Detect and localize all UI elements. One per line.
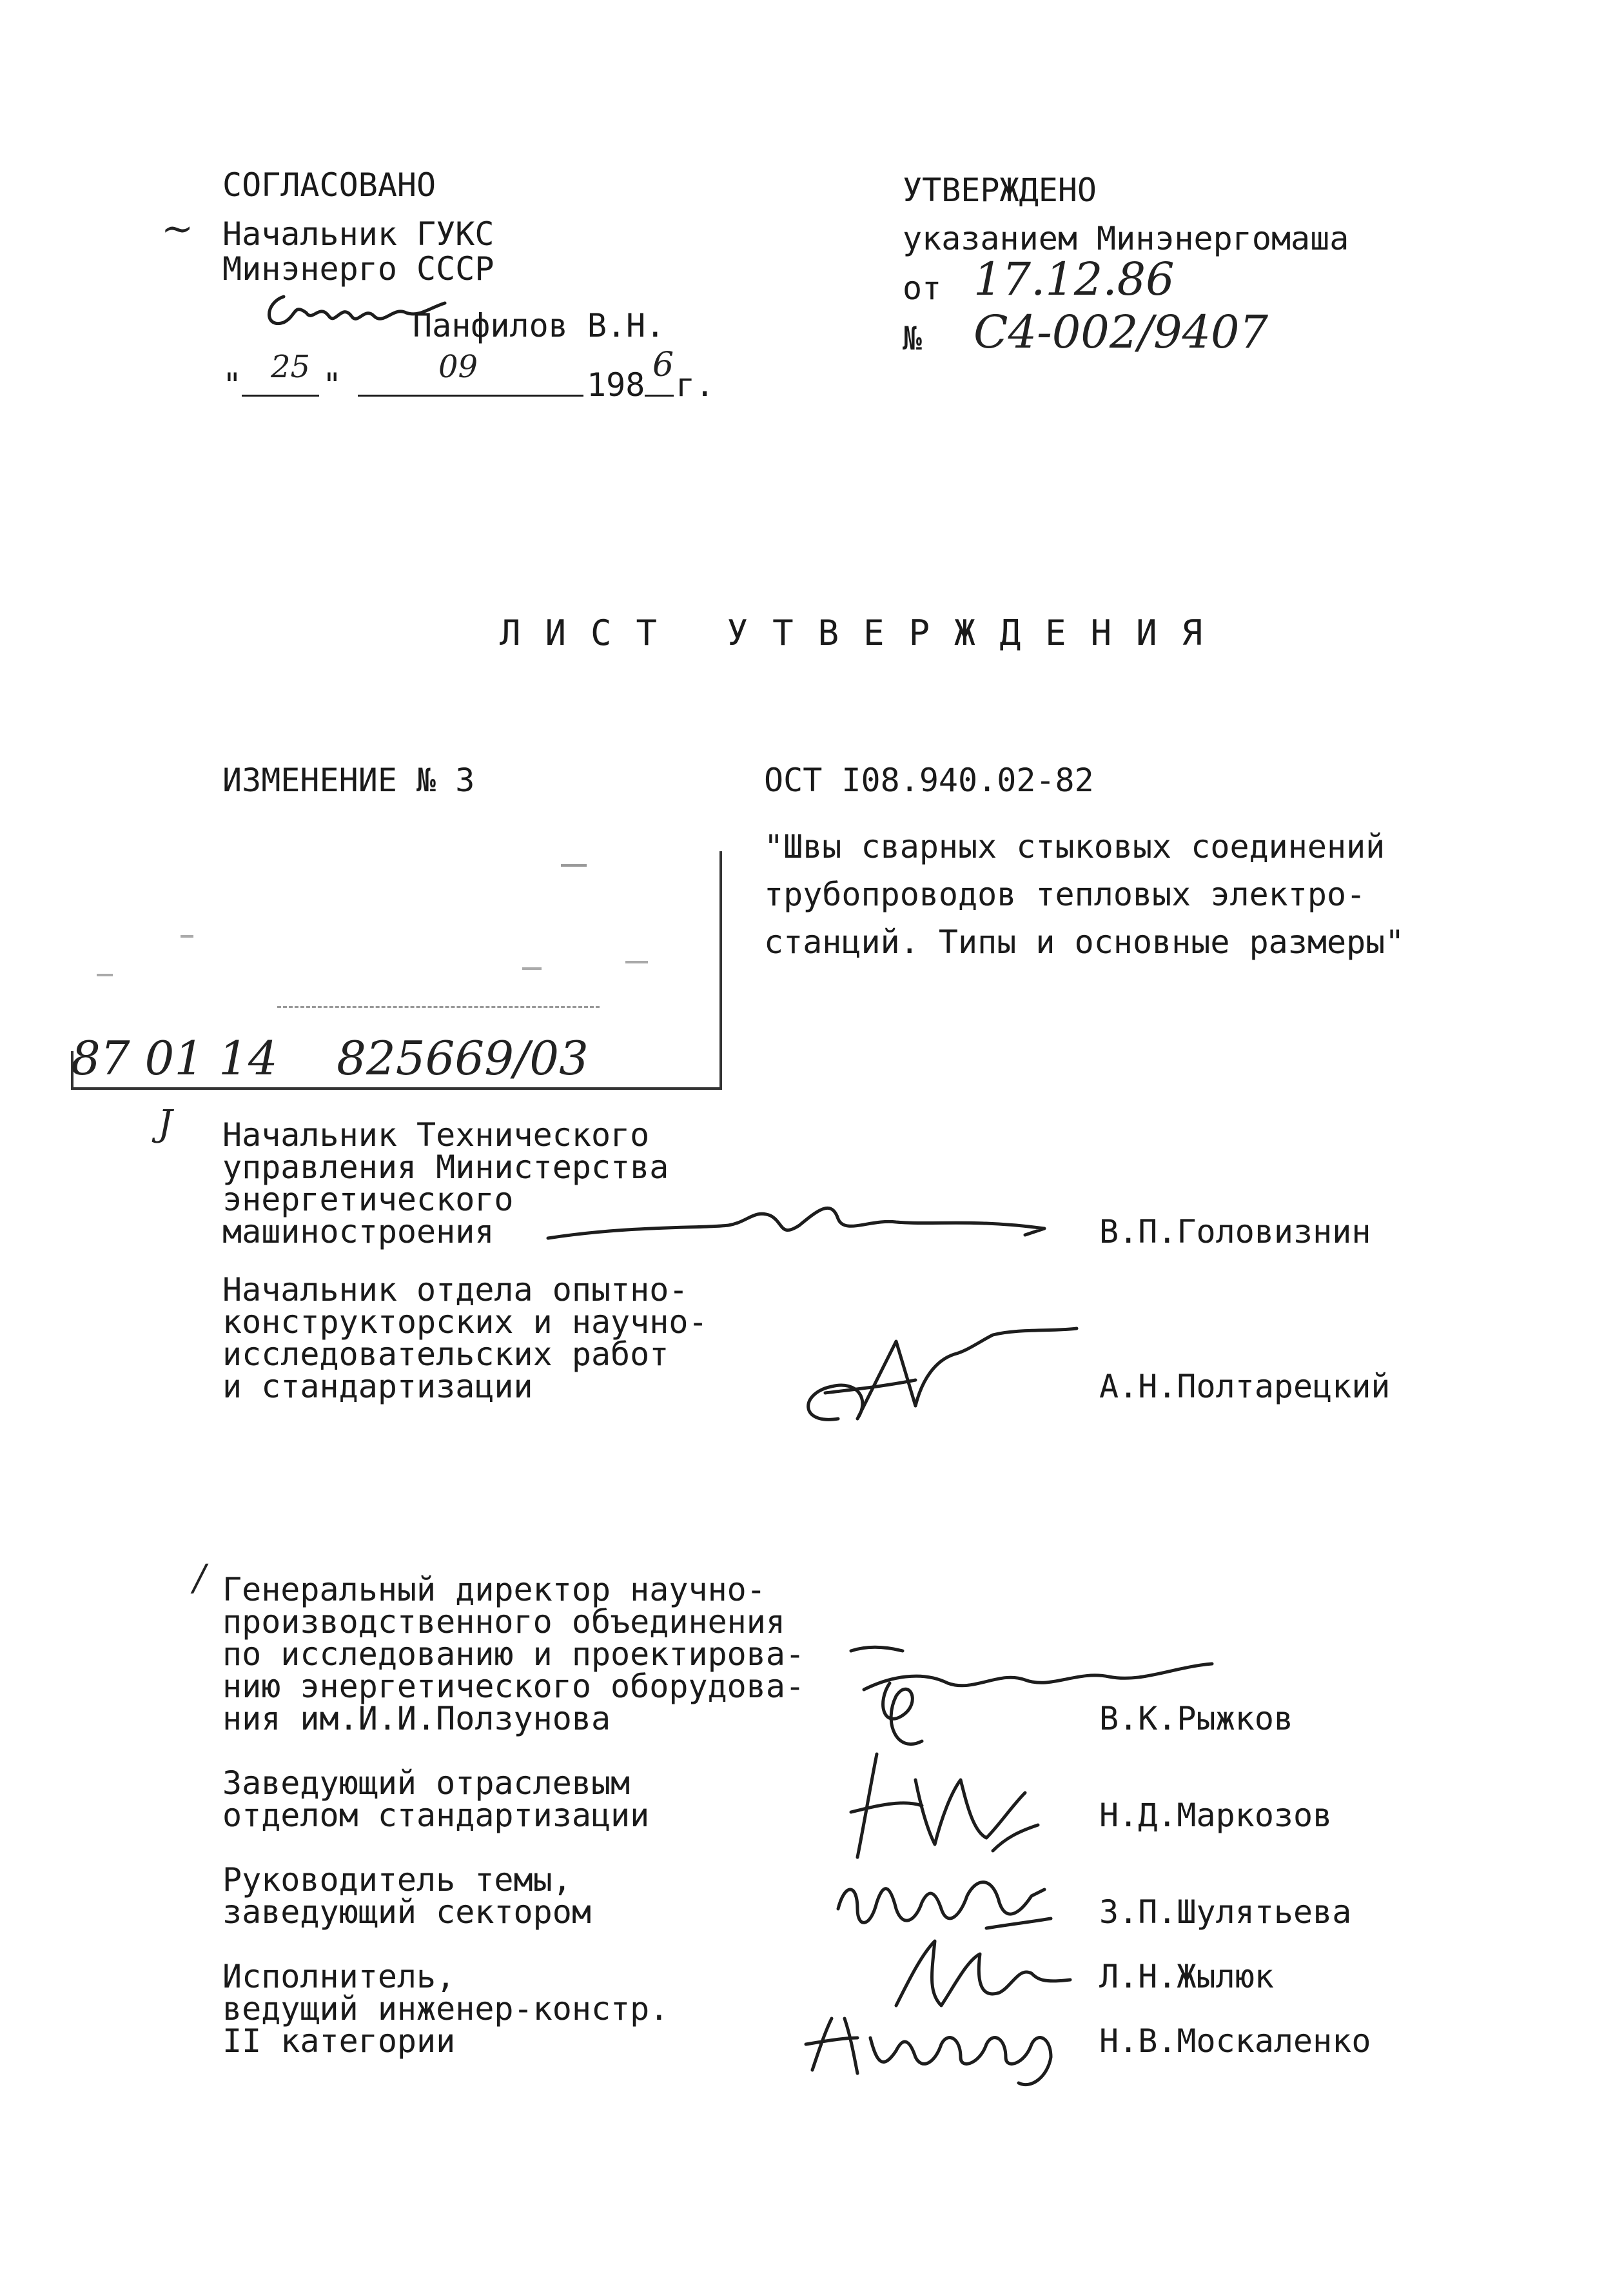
- signatory5-position-line2: заведующий сектором: [222, 1893, 591, 1931]
- agreed-position-line2: Минэнерго СССР: [222, 250, 494, 288]
- change-label: ИЗМЕНЕНИЕ № 3: [222, 762, 475, 799]
- agreed-header: СОГЛАСОВАНО: [222, 166, 436, 204]
- signatory1-position-line4: машиностроения: [222, 1213, 494, 1250]
- signature-goloviznin: [535, 1187, 1064, 1264]
- signatory6-name: Л.Н.Жылюк: [1099, 1958, 1274, 1995]
- agreed-date-year-suffix: г.: [676, 366, 715, 404]
- signatory3-position-line3: по исследованию и проектирова-: [222, 1635, 805, 1673]
- signatory5-name: З.П.Шулятьева: [1099, 1893, 1352, 1931]
- registration-stamp: [71, 838, 722, 1096]
- signatory3-position-line4: нию энергетического оборудова-: [222, 1668, 805, 1705]
- agreed-date-year-prefix: 198: [587, 366, 645, 404]
- agreed-date-month: 09: [438, 349, 478, 385]
- standard-title-line3: станций. Типы и основные размеры": [764, 923, 1405, 961]
- signatory3-position-line1: Генеральный директор научно-: [222, 1571, 766, 1608]
- signature-markozov: [838, 1741, 1044, 1870]
- agreed-name: Панфилов В.Н.: [413, 307, 665, 344]
- standard-title-line2: трубопроводов тепловых электро-: [764, 876, 1366, 913]
- signatory1-position-line2: управления Министерства: [222, 1149, 669, 1186]
- signatory4-position-line2: отделом стандартизации: [222, 1797, 650, 1834]
- signatory2-name: А.Н.Полтарецкий: [1099, 1368, 1391, 1405]
- agreed-position-line1: Начальник ГУКС: [222, 215, 494, 253]
- signatory2-position-line1: Начальник отдела опытно-: [222, 1271, 689, 1308]
- signatory5-position-line1: Руководитель темы,: [222, 1861, 572, 1899]
- signatory6-position-line3: II категории: [222, 2022, 456, 2060]
- signatory2-position-line4: и стандартизации: [222, 1368, 533, 1405]
- agreed-date-quote-open: ": [222, 366, 242, 404]
- signatory6-position-line1: Исполнитель,: [222, 1958, 456, 1995]
- approved-header: УТВЕРЖДЕНО: [903, 172, 1097, 209]
- sheet-title: ЛИСТ УТВЕРЖДЕНИЯ: [500, 613, 1228, 653]
- signatory3-name: В.К.Рыжков: [1099, 1700, 1294, 1737]
- approved-line1: указанием Минэнергомаша: [903, 220, 1349, 257]
- agreed-date-quote-close: ": [322, 366, 342, 404]
- signatory3-position-line5: ния им.И.И.Ползунова: [222, 1700, 611, 1737]
- signatory1-position-line1: Начальник Технического: [222, 1116, 650, 1154]
- signatory7-name: Н.В.Москаленко: [1099, 2022, 1371, 2060]
- approved-number-value: С4-002/9407: [973, 306, 1269, 359]
- signature-poltaretsky: [787, 1316, 1083, 1445]
- agreed-date-day: 25: [271, 349, 311, 385]
- signatory1-name: В.П.Головизнин: [1099, 1213, 1371, 1250]
- handwritten-mark: /: [193, 1557, 206, 1599]
- date-day-line: [242, 395, 319, 397]
- signature-shulyatyeva: [825, 1857, 1057, 1948]
- signatory1-position-line3: энергетического: [222, 1181, 514, 1218]
- standard-code: ОСТ I08.940.02-82: [764, 762, 1094, 799]
- handwritten-mark: J: [158, 1103, 173, 1145]
- signatory2-position-line2: конструкторских и научно-: [222, 1303, 708, 1341]
- signatory3-position-line2: производственного объединения: [222, 1603, 785, 1641]
- approved-date-value: 17.12.86: [973, 253, 1175, 306]
- standard-title-line1: "Швы сварных стыковых соединений: [764, 828, 1385, 865]
- signatory4-name: Н.Д.Маркозов: [1099, 1797, 1333, 1834]
- signatory6-position-line2: ведущий инженер-констр.: [222, 1990, 669, 2027]
- handwritten-mark: ~: [161, 206, 194, 252]
- approved-date-label: от: [903, 270, 942, 307]
- stamp-handwritten-registration: 87 01 14 825669/03: [71, 1031, 589, 1085]
- date-month-line: [358, 395, 583, 397]
- signatory2-position-line3: исследовательских работ: [222, 1336, 669, 1373]
- signature-moskalenko: [787, 1993, 1077, 2096]
- date-year-line: [645, 395, 674, 397]
- signatory4-position-line1: Заведующий отраслевым: [222, 1764, 631, 1802]
- approved-number-label: №: [903, 320, 923, 357]
- agreed-date-year-digit: 6: [652, 346, 674, 384]
